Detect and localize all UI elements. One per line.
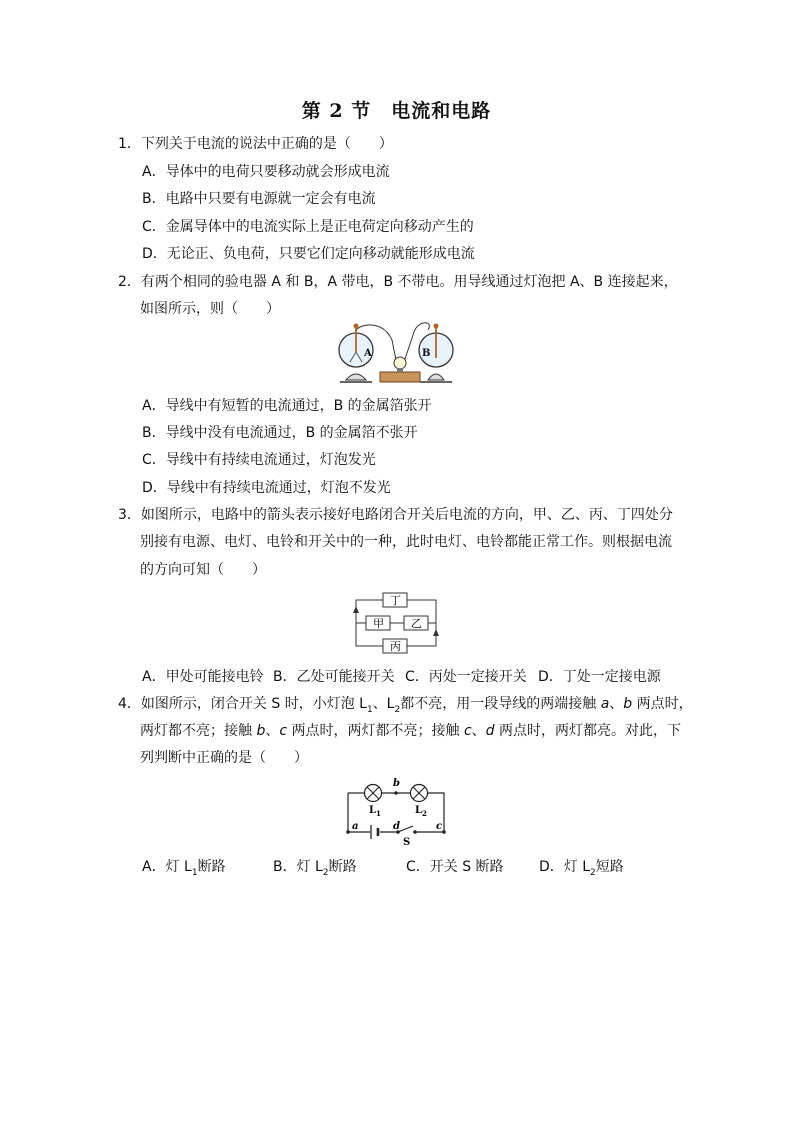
q4-stem-line1: 4．如图所示，闭合开关 S 时，小灯泡 $L_1$、$L_2$都不亮，用一段导线的两端接触 a、b 两点时，: [118, 696, 693, 715]
q3-option-d: D．丁处一定接电源: [538, 669, 661, 685]
q3-stem-line2: 别接有电源、电灯、电铃和开关中的一种，此时电灯、电铃都能正常工作。则根据电流: [140, 534, 672, 550]
q2-option-a: A．导线中有短暂的电流通过，B 的金属箔张开: [142, 398, 432, 414]
q3-option-b: B．乙处可能接开关: [273, 669, 395, 685]
q4-option-b: B．灯 $L_2$断路: [273, 859, 357, 878]
battery-icon: [371, 825, 378, 839]
label-c: c: [436, 821, 443, 832]
q2-stem-line2: 如图所示，则（ ）: [140, 301, 280, 317]
q2-stem-line1: 2．有两个相同的验电器 A 和 B，A 带电，B 不带电。用导线通过灯泡把 A、B 连接起来，: [118, 274, 678, 290]
label-l1: $L_1$: [369, 805, 381, 818]
q1-option-a: A．导体中的电荷只要移动就会形成电流: [142, 164, 390, 180]
label-l2: $L_2$: [415, 805, 427, 818]
label-b: b: [393, 778, 400, 789]
lamp-l1-icon: [365, 785, 382, 802]
page-title: 第 2 节 电流和电路: [301, 100, 492, 122]
q4-option-d: D．灯 $L_2$短路: [539, 859, 624, 878]
label-a: A: [364, 348, 372, 359]
circuit-figure-q4: [340, 776, 454, 848]
label-d: d: [393, 821, 400, 832]
q3-option-a: A．甲处可能接电铃: [142, 669, 264, 685]
q2-option-c: C．导线中有持续电流通过，灯泡发光: [142, 452, 376, 468]
q2-option-d: D．导线中有持续电流通过，灯泡不发光: [142, 480, 391, 496]
label-yi: 乙: [411, 617, 422, 630]
q4-stem-line3: 列判断中正确的是（ ）: [140, 750, 308, 766]
q3-option-c: C．丙处一定接开关: [405, 669, 527, 685]
point-b: [394, 791, 398, 795]
label-s: S: [403, 837, 411, 848]
label-jia: 甲: [373, 617, 384, 630]
q1-stem: 1．下列关于电流的说法中正确的是（ ）: [118, 136, 393, 152]
label-ding: 丁: [390, 594, 401, 607]
circuit-figure-q3: [350, 588, 442, 656]
electroscope-b: [419, 324, 453, 383]
q4-option-a: A．灯 $L_1$断路: [142, 859, 226, 878]
label-b: B: [422, 348, 431, 359]
q4-stem-line2: 两灯都不亮；接触 b、c 两点时，两灯都不亮；接触 c、d 两点时，两灯都亮。对此，下: [140, 723, 681, 739]
q2-option-b: B．导线中没有电流通过，B 的金属箔不张开: [142, 425, 418, 441]
arrow-right-up: [433, 629, 439, 636]
bulb-board: [380, 357, 420, 382]
lamp-l2-icon: [411, 785, 428, 802]
q3-stem-line3: 的方向可知（ ）: [140, 562, 266, 578]
point-a: [346, 830, 350, 834]
bulb-icon: [394, 357, 406, 369]
point-c: [442, 830, 446, 834]
label-a: a: [352, 821, 359, 832]
q1-option-c: C．金属导体中的电流实际上是正电荷定向移动产生的: [142, 219, 474, 235]
electroscope-figure: [334, 320, 464, 390]
q3-stem-line1: 3．如图所示，电路中的箭头表示接好电路闭合开关后电流的方向，甲、乙、丙、丁四处分: [118, 507, 673, 523]
q1-option-d: D．无论正、负电荷，只要它们定向移动就能形成电流: [142, 246, 475, 262]
electroscope-a: [339, 324, 373, 383]
q1-option-b: B．电路中只要有电源就一定会有电流: [142, 191, 376, 207]
arrow-left-up: [353, 606, 359, 613]
label-bing: 丙: [390, 640, 401, 653]
q4-option-c: C．开关 S 断路: [406, 859, 504, 875]
